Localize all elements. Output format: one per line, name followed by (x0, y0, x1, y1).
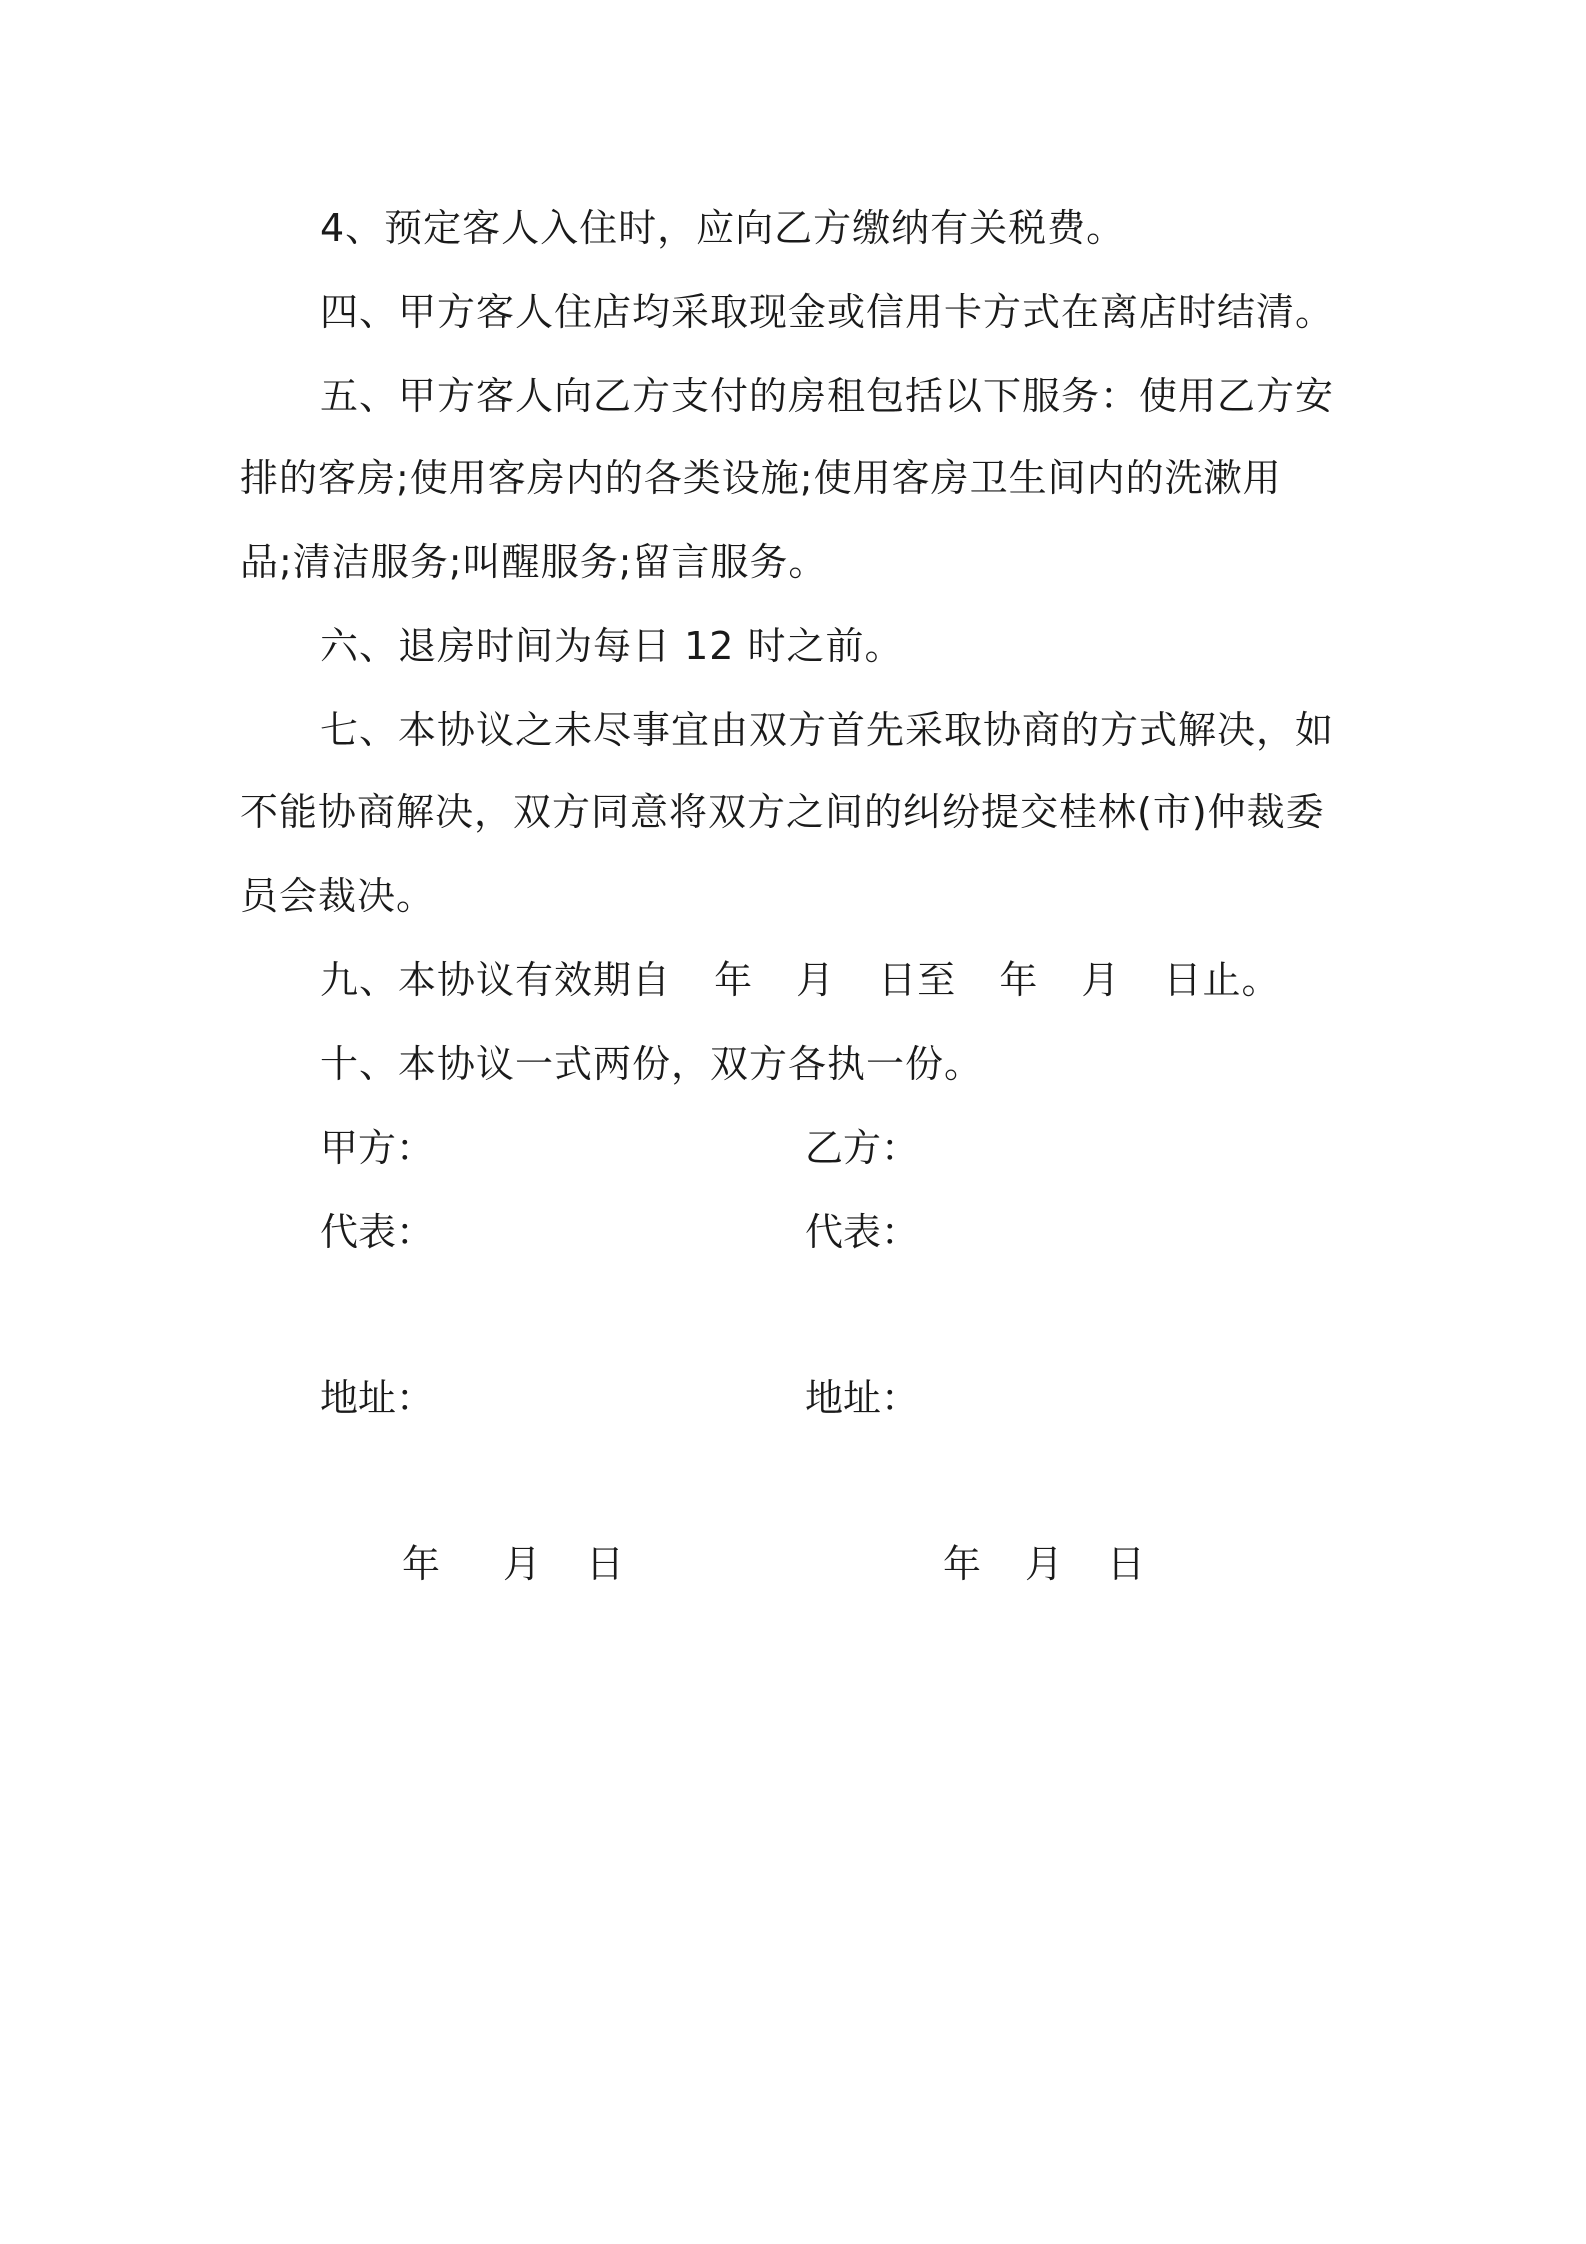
rep-b-label: 代表： (805, 1210, 920, 1254)
clause-5-line-2: 排的客房;使用客房内的各类设施;使用客房卫生间内的洗漱用 (240, 456, 1282, 500)
date-b-day: 日 (1107, 1542, 1146, 1586)
date-a-day: 日 (586, 1542, 625, 1586)
clause-7-line-2: 不能协商解决，双方同意将双方之间的纠纷提交桂林(市)仲裁委 (240, 790, 1325, 834)
date-b-month: 月 (1025, 1542, 1064, 1586)
clause-6-line-1: 六、退房时间为每日 12 时之前。 (320, 624, 904, 668)
clause-10-line-1: 十、本协议一式两份，双方各执一份。 (320, 1042, 984, 1086)
party-a-label: 甲方： (320, 1126, 435, 1170)
date-a-year: 年 (402, 1542, 441, 1586)
clause-5-line-1: 五、甲方客人向乙方支付的房租包括以下服务：使用乙方安 (320, 374, 1335, 418)
address-a-label: 地址： (320, 1376, 435, 1420)
date-b-year: 年 (943, 1542, 982, 1586)
clause-7-line-1: 七、本协议之未尽事宜由双方首先采取协商的方式解决，如 (320, 708, 1335, 752)
clause-4-line-1: 4、预定客人入住时，应向乙方缴纳有关税费。 (320, 206, 1126, 250)
clause-4th-line-1: 四、甲方客人住店均采取现金或信用卡方式在离店时结清。 (320, 290, 1335, 334)
clause-5-line-3: 品;清洁服务;叫醒服务;留言服务。 (240, 540, 828, 584)
address-b-label: 地址： (805, 1376, 920, 1420)
date-a-month: 月 (503, 1542, 542, 1586)
rep-a-label: 代表： (320, 1210, 435, 1254)
clause-7-line-3: 员会裁决。 (240, 874, 436, 918)
party-b-label: 乙方： (805, 1126, 920, 1170)
clause-9-line-1: 九、本协议有效期自 年 月 日至 年 月 日止。 (320, 958, 1281, 1002)
